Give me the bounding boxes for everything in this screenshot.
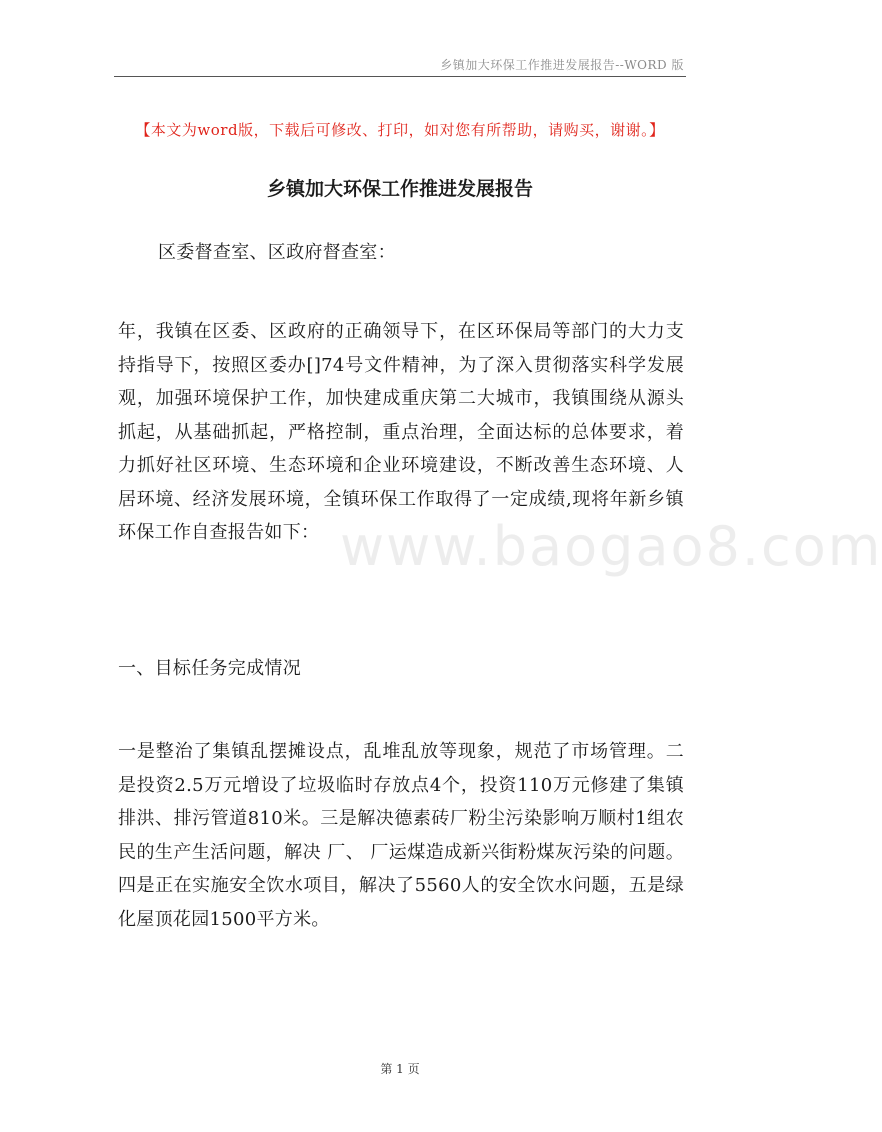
tasks-paragraph: 一是整治了集镇乱摆摊设点，乱堆乱放等现象，规范了市场管理。二是投资2.5万元增设了垃圾临时存放点4个，投资110万元修建了集镇排洪、排污管道810米。三是解决德素砖厂粉尘污染影响万顺村1组农民的生产生活问题，解决 厂、 厂运煤造成新兴街粉煤灰污染的问题。四是正在实施安全饮水项目，解决了5560人的安全饮水问题，五是绿化屋顶花园1500平方米。 [118,741,684,930]
running-header-title: 乡镇加大环保工作推进发展报告--WORD 版 [440,58,684,72]
download-notice: 【本文为word版，下载后可修改、打印，如对您有所帮助，请购买，谢谢。】 [135,121,665,139]
watermark: www.baogao8.com [340,515,882,578]
document-title: 乡镇加大环保工作推进发展报告 [266,178,533,200]
greeting-line: 区委督查室、区政府督查室： [158,242,396,263]
intro-paragraph: 年，我镇在区委、区政府的正确领导下，在区环保局等部门的大力支持指导下，按照区委办[]74号文件精神，为了深入贯彻落实科学发展观，加强环境保护工作，加快建成重庆第二大城市，我镇围绕从源头抓起，从基础抓起，严格控制，重点治理，全面达标的总体要求，着力抓好社区环境、生态环境和企业环境建设，不断改善生态环境、人居环境、经济发展环境，全镇环保工作取得了一定成绩,现将年新乡镇环保工作自查报告如下： [118,321,684,543]
header-divider [114,76,686,77]
page-number: 第 1 页 [380,1062,420,1076]
section-heading: 一、目标任务完成情况 [118,658,301,679]
